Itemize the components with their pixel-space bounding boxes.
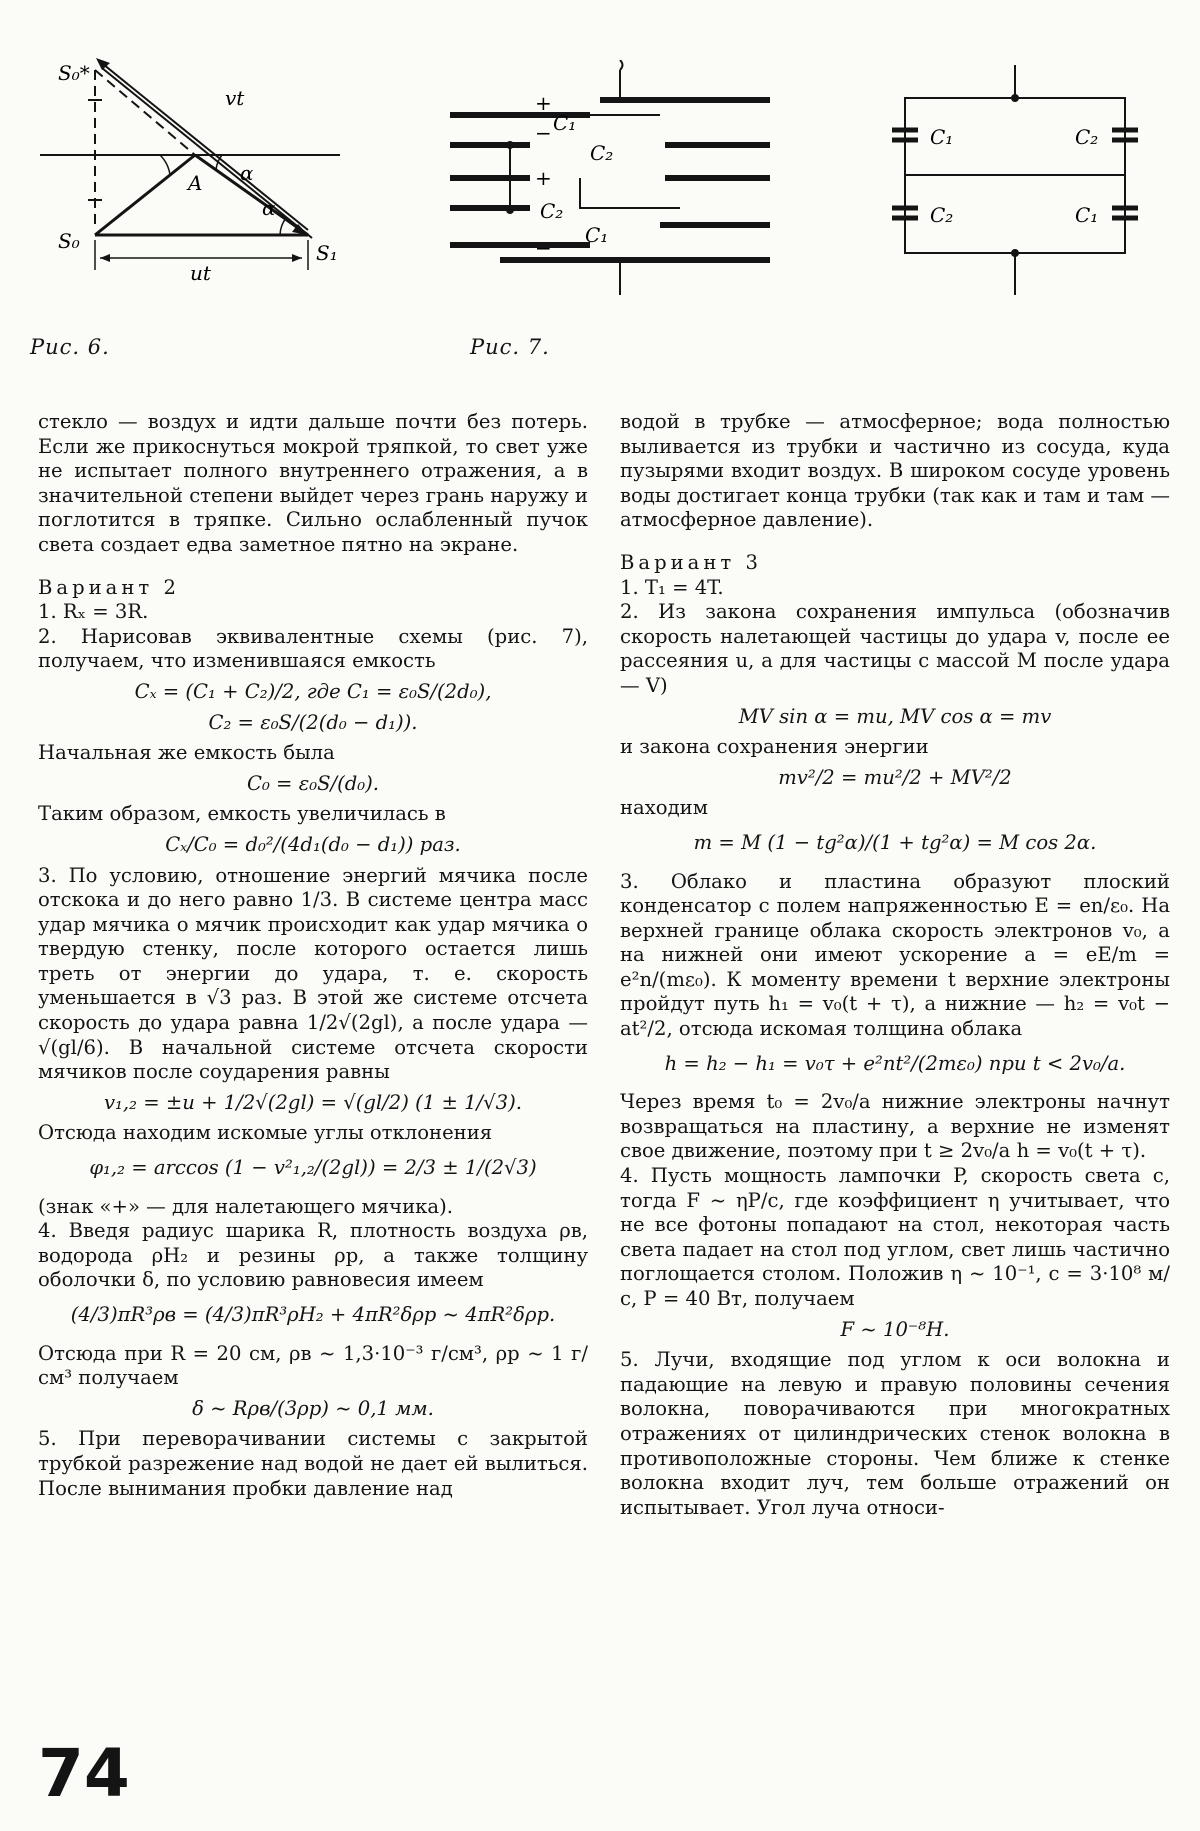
label-alpha-top: α <box>240 161 254 185</box>
circuit-wires <box>905 65 1125 295</box>
paragraph: Таким образом, емкость увеличилась в <box>38 802 446 826</box>
answer-1: 1. Rₓ = 3R. <box>38 600 149 624</box>
label-c1-right: C₁ <box>1075 203 1099 227</box>
figure-6-caption: Рис. 6. <box>30 335 110 359</box>
formula: (4/3)πR³ρв = (4/3)πR³ρH₂ + 4πR²δρр ~ 4πR²δρр. <box>70 1303 556 1326</box>
answer-3: 3. По условию, отношение энергий мячика после отскока и до него равно 1/3. В системе центра масс удар мячика о мячик происходит как удар мячика о твердую стенку, после которого остается лишь треть от энергии до удара, т. е. скорость уменьшается в √3 раз. В этой же системе отсчета скорость до удара равна 1/2√(2gl), а после удара — √(gl/6). В начальной системе отсчета скорости мячиков после соударения равны <box>38 863 588 1084</box>
formula: Cₓ = (C₁ + C₂)/2, где C₁ = ε₀S/(2d₀), <box>134 679 492 703</box>
label-ut: ut <box>190 261 211 285</box>
formula: C₂ = ε₀S/(2(d₀ − d₁)). <box>208 710 418 734</box>
answer-3: 3. Облако и пластина образуют плоский конденсатор с полем напряженностью E = en/ε₀. На верхней границе облака скорость электронов v₀, а на нижней они имеют ускорение a = eE/m = e²n/(mε₀). К моменту времени t верхние электроны пройдут путь h₁ = v₀(t + τ), а нижние — h₂ = v₀t − at²/2, отсюда искомая толщина облака <box>620 869 1170 1041</box>
vt-arrow-line-2 <box>102 68 312 238</box>
figure-7-plates <box>440 60 800 310</box>
plus-sign: + <box>535 91 552 115</box>
plus-sign-2: + <box>535 166 552 190</box>
formula: v₁,₂ = ±u + 1/2√(2gl) = √(gl/2) (1 ± 1/√3). <box>103 1090 522 1114</box>
paragraph: Через время t₀ = 2v₀/a нижние электроны начнут возвращаться на пластину, а верхние не изменят свое движение, поэтому при t ≥ 2v₀/a h = v₀(t + τ). <box>620 1090 1170 1163</box>
paragraph: Отсюда находим искомые углы отклонения <box>38 1121 493 1145</box>
label-vt: vt <box>225 86 245 110</box>
image-ray-dashed <box>95 70 195 155</box>
minus-sign-2: − <box>535 236 552 260</box>
paragraph: водой в трубке — атмосферное; вода полностью выливается из трубки и частично из сосуда, куда пузырями входит воздух. В широком сосуде уровень воды достигает конца трубки (так как и там и там — атмосферное давление). <box>620 410 1170 532</box>
figure-6-ray-diagram <box>40 30 420 310</box>
left-column <box>38 410 588 1501</box>
paragraph: Начальная же емкость была <box>38 741 335 765</box>
answer-4: 4. Пусть мощность лампочки P, скорость света c, тогда F ~ ηP/c, где коэффициент η учитывает, что не все фотоны попадают на стол, некоторая часть света падает на стол под углом, свет лишь частично поглощается столом. Положив η ~ 10⁻¹, c = 3·10⁸ м/с, P = 40 Вт, получаем <box>620 1164 1170 1310</box>
paragraph: и закона сохранения энергии <box>620 735 929 759</box>
label-s1: S₁ <box>316 241 338 265</box>
minus-sign: − <box>535 121 552 145</box>
label-s0: S₀ <box>58 229 80 253</box>
page-number: 74 <box>38 1735 130 1812</box>
angle-a-arc <box>160 155 170 175</box>
label-c1-bottom: C₁ <box>585 223 609 247</box>
label-c2-left: C₂ <box>930 203 954 227</box>
answer-1: 1. T₁ = 4T. <box>620 575 724 599</box>
figure-7-equivalent-circuit <box>870 60 1160 300</box>
formula: F ~ 10⁻⁸H. <box>840 1317 950 1341</box>
paragraph: (знак «+» — для налетающего мячика). <box>38 1194 453 1218</box>
label-alpha-bottom: α <box>262 196 276 220</box>
label-c2-top: C₂ <box>590 141 614 165</box>
paragraph: находим <box>620 796 708 820</box>
label-point-a: A <box>188 171 203 195</box>
ray-s0-a <box>95 155 195 235</box>
variant-2-heading: Вариант 2 <box>38 575 180 599</box>
label-s0-star: S₀* <box>58 61 90 85</box>
label-c1-left: C₁ <box>930 125 954 149</box>
paragraph: Отсюда при R = 20 см, ρв ~ 1,3·10⁻³ г/см³, ρр ~ 1 г/см³ получаем <box>38 1341 588 1390</box>
answer-5: 5. Лучи, входящие под углом к оси волокна и падающие на левую и правую половины сечения волокна, поворачиваются при многократных отражениях от цилиндрических стенок волокна в противоположные стороны. Чем ближе к стенке волокна входит луч, тем больше отражений он испытывает. Угол луча относи- <box>620 1348 1170 1519</box>
label-c2-right: C₂ <box>1075 125 1099 149</box>
answer-5: 5. При переворачивании системы с закрытой трубкой разрежение над водой не дает ей вылиться. После вынимания пробки давление над <box>38 1427 588 1500</box>
vt-arrow-line <box>98 60 308 230</box>
variant-3-heading: Вариант 3 <box>620 550 762 574</box>
formula: φ₁,₂ = arccos (1 − v²₁,₂/(2gl)) = 2/3 ± 1/(2√3) <box>89 1156 537 1180</box>
paragraph: стекло — воздух и идти дальше почти без потерь. Если же прикоснуться мокрой тряпкой, то свет уже не испытает полного внутреннего отражения, а в значительной степени выйдет через грань наружу и поглотится в тряпке. Сильно ослабленный пучок света создает едва заметное пятно на экране. <box>38 410 588 556</box>
formula: Cₓ/C₀ = d₀²/(4d₁(d₀ − d₁)) раз. <box>165 832 461 856</box>
formula: δ ~ Rρв/(3ρр) ~ 0,1 мм. <box>192 1396 434 1420</box>
answer-2: 2. Из закона сохранения импульса (обозначив скорость налетающей частицы до удара v, после ее рассеяния u, а для частицы с массой M после удара — V) <box>620 600 1170 697</box>
label-c1-top: C₁ <box>553 111 577 135</box>
right-column <box>620 410 1170 1520</box>
formula: mv²/2 = mu²/2 + MV²/2 <box>778 765 1012 789</box>
capacitor-plates <box>450 100 770 260</box>
angle-alpha-arc-bottom <box>280 218 286 235</box>
formula: C₀ = ε₀S/(d₀). <box>246 771 380 795</box>
answer-2: 2. Нарисовав эквивалентные схемы (рис. 7), получаем, что изменившаяся емкость <box>38 624 588 673</box>
label-c2-bottom: C₂ <box>540 199 564 223</box>
formula: m = M (1 − tg²α)/(1 + tg²α) = M cos 2α. <box>693 830 1097 854</box>
formula: MV sin α = mu, MV cos α = mv <box>738 704 1052 728</box>
formula: h = h₂ − h₁ = v₀τ + e²nt²/(2mε₀) при t < 2v₀/a. <box>664 1051 1126 1075</box>
figure-7-caption: Рис. 7. <box>470 335 550 359</box>
answer-4: 4. Введя радиус шарика R, плотность воздуха ρв, водорода ρH₂ и резины ρр, а также толщину оболочки δ, по условию равновесия имеем <box>38 1219 588 1292</box>
